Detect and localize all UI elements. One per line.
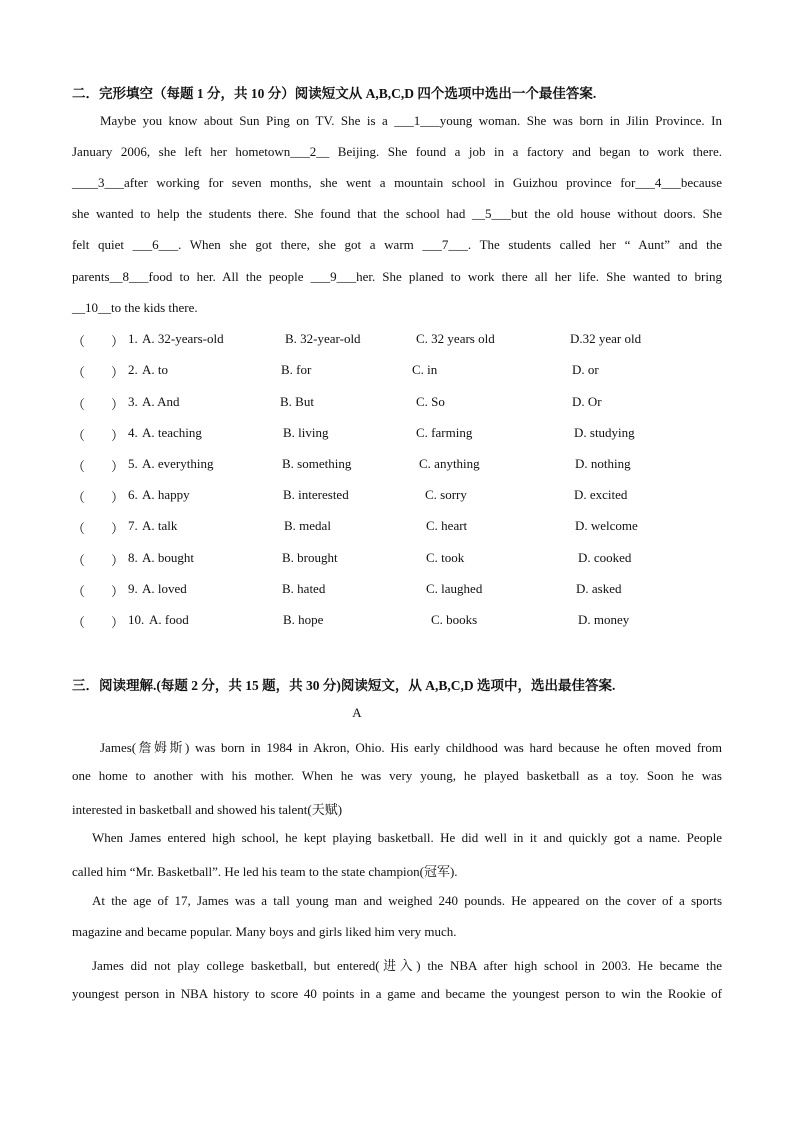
answer-blank[interactable]: （ ）	[72, 334, 125, 349]
answer-blank[interactable]: （ ）	[72, 615, 125, 630]
question-number: 1.	[128, 331, 138, 346]
passage-line: parents__8___food to her. All the people ___9___her. She planed to work there all her life. She wanted to bring	[72, 269, 722, 284]
question-row	[72, 581, 722, 599]
answer-blank[interactable]: （ ）	[72, 428, 125, 443]
question-number: 9.	[128, 581, 138, 596]
option-a: A. teaching	[142, 425, 202, 440]
option-d: D. asked	[576, 581, 622, 596]
option-c: C. heart	[426, 518, 468, 533]
answer-blank[interactable]: （ ）	[72, 365, 125, 380]
option-c: C. 32 years old	[416, 331, 495, 346]
passage-label: A	[352, 705, 362, 720]
question-row	[72, 456, 722, 474]
option-b: B. medal	[284, 518, 331, 533]
option-c: C. anything	[419, 456, 480, 471]
passage-line: ____3___after working for seven months, she went a mountain school in Guizhou province for___4___because	[72, 175, 722, 190]
answer-blank[interactable]: （ ）	[72, 521, 125, 536]
answer-blank[interactable]: （ ）	[72, 397, 125, 412]
answer-blank[interactable]: （ ）	[72, 490, 125, 505]
question-number: 10.	[128, 612, 145, 627]
option-c: C. sorry	[425, 487, 467, 502]
option-d: D. Or	[572, 394, 602, 409]
option-a: A. to	[142, 362, 168, 377]
option-a: A. bought	[142, 550, 194, 565]
option-d: D. or	[572, 362, 599, 377]
passage-line: At the age of 17, James was a tall young man and weighed 240 pounds. He appeared on the cover of a sports	[92, 893, 722, 908]
option-b: B. hope	[283, 612, 324, 627]
passage-line: called him “Mr. Basketball”. He led his team to the state champion(冠军).	[72, 864, 458, 879]
option-d: D. excited	[574, 487, 628, 502]
option-b: B. brought	[282, 550, 338, 565]
passage-line: felt quiet ___6___. When she got there, she got a warm ___7___. The students called her “ Aunt” and the	[72, 237, 722, 252]
option-d: D. welcome	[575, 518, 638, 533]
option-a: A. And	[142, 394, 180, 409]
answer-blank[interactable]: （ ）	[72, 553, 125, 568]
question-number: 7.	[128, 518, 138, 533]
question-number: 4.	[128, 425, 138, 440]
question-number: 5.	[128, 456, 138, 471]
question-number: 8.	[128, 550, 138, 565]
passage-line: __10__to the kids there.	[72, 300, 198, 315]
passage-line: James(詹姆斯) was born in 1984 in Akron, Ohio. His early childhood was hard because he often moved from	[100, 740, 722, 755]
question-row	[72, 487, 722, 505]
question-number: 6.	[128, 487, 138, 502]
option-d: D. cooked	[578, 550, 632, 565]
passage-line: youngest person in NBA history to score 40 points in a game and became the youngest person to win the Rookie of	[72, 986, 722, 1001]
passage-line: magazine and became popular. Many boys and girls liked him very much.	[72, 924, 457, 939]
question-number: 2.	[128, 362, 138, 377]
option-a: A. talk	[142, 518, 178, 533]
option-c: C. farming	[416, 425, 473, 440]
section2-heading: 二．完形填空（每题 1 分，共 10 分）阅读短文从 A,B,C,D 四个选项中选出一个最佳答案.	[72, 86, 597, 101]
option-b: B. for	[281, 362, 312, 377]
question-row	[72, 394, 722, 412]
question-row	[72, 331, 722, 349]
answer-blank[interactable]: （ ）	[72, 584, 125, 599]
question-row	[72, 518, 722, 536]
question-row	[72, 550, 722, 568]
option-d: D. nothing	[575, 456, 631, 471]
question-row	[72, 362, 722, 380]
passage-line: one home to another with his mother. When he was very young, he played basketball as a toy. Soon he was	[72, 768, 722, 783]
passage-line: January 2006, she left her hometown___2__ Beijing. She found a job in a factory and began to work there.	[72, 144, 722, 159]
section3-heading: 三．阅读理解.(每题 2 分，共 15 题，共 30 分)阅读短文，从 A,B,C,D 选项中，选出最佳答案.	[72, 678, 616, 693]
option-b: B. But	[280, 394, 314, 409]
option-d: D. money	[578, 612, 630, 627]
option-a: A. everything	[142, 456, 214, 471]
option-a: A. happy	[142, 487, 190, 502]
question-row	[72, 425, 722, 443]
option-d: D.32 year old	[570, 331, 642, 346]
option-c: C. laughed	[426, 581, 483, 596]
option-b: B. something	[282, 456, 352, 471]
passage-line: she wanted to help the students there. She found that the school had __5___but the old house without doors. She	[72, 206, 722, 221]
passage-line: James did not play college basketball, but entered(进入) the NBA after high school in 2003. He became the	[92, 958, 722, 973]
passage-line: Maybe you know about Sun Ping on TV. She is a ___1___young woman. She was born in Jilin Province. In	[100, 113, 722, 128]
option-a: A. loved	[142, 581, 187, 596]
option-a: A. 32-years-old	[142, 331, 224, 346]
question-number: 3.	[128, 394, 138, 409]
option-b: B. hated	[282, 581, 326, 596]
passage-line: interested in basketball and showed his talent(天赋)	[72, 802, 343, 817]
answer-blank[interactable]: （ ）	[72, 459, 125, 474]
option-c: C. books	[431, 612, 478, 627]
option-a: A. food	[149, 612, 189, 627]
question-row	[72, 612, 722, 630]
passage-line: When James entered high school, he kept playing basketball. He did well in it and quickly got a name. People	[92, 830, 722, 845]
option-b: B. interested	[283, 487, 349, 502]
option-d: D. studying	[574, 425, 635, 440]
option-c: C. took	[426, 550, 465, 565]
option-c: C. So	[416, 394, 445, 409]
option-c: C. in	[412, 362, 438, 377]
option-b: B. 32-year-old	[285, 331, 361, 346]
option-b: B. living	[283, 425, 329, 440]
